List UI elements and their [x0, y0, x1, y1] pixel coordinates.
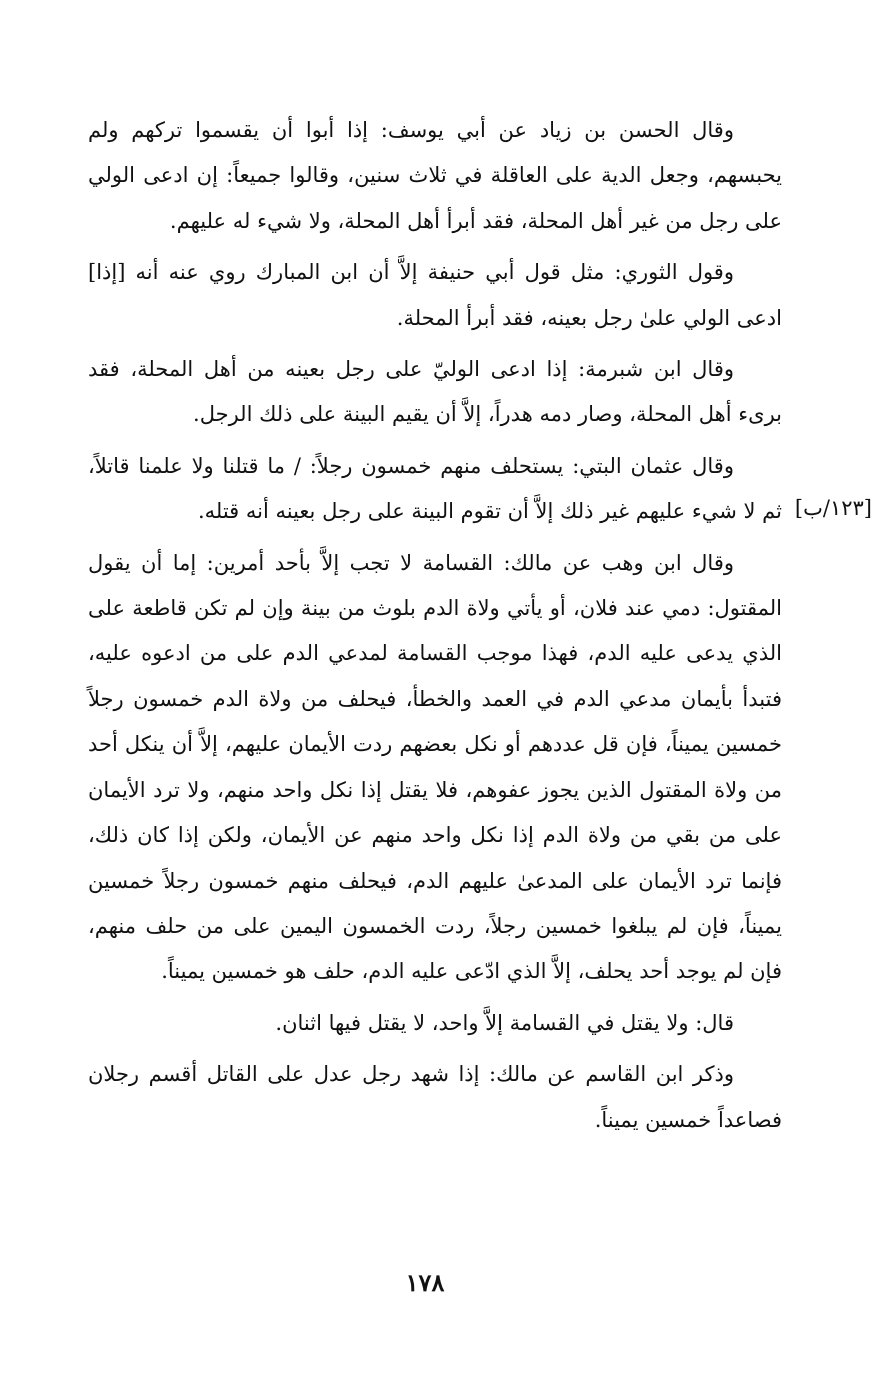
folio-marker: [١٢٣/ب] [794, 496, 872, 520]
paragraph-2: وقول الثوري: مثل قول أبي حنيفة إلاَّ أن ابن المبارك روي عنه أنه [إذا] ادعى الولي علىٰ رجل بعينه، فقد أبرأ المحلة. [88, 260, 782, 330]
paragraph-7: وذكر ابن القاسم عن مالك: إذا شهد رجل عدل على القاتل أقسم رجلان فصاعداً خمسين يميناً. [88, 1062, 782, 1132]
paragraph-1: وقال الحسن بن زياد عن أبي يوسف: إذا أبوا أن يقسموا تركهم ولم يحبسهم، وجعل الدية على العاقلة في ثلاث سنين، وقالوا جميعاً: إن ادعى الولي على رجل من غير أهل المحلة، فقد أبرأ أهل المحلة، ولا شيء له عليهم. [88, 118, 782, 233]
paragraph-6: قال: ولا يقتل في القسامة إلاَّ واحد، لا يقتل فيها اثنان. [275, 1010, 734, 1035]
paragraph-4: وقال عثمان البتي: يستحلف منهم خمسون رجلاً: / ما قتلنا ولا علمنا قاتلاً، ثم لا شيء عليهم غير ذلك إلاَّ أن تقوم البينة على رجل بعينه أنه قتله. [88, 453, 782, 524]
page-number: ١٧٨ [405, 1268, 445, 1297]
paragraph-5: وقال ابن وهب عن مالك: القسامة لا تجب إلاَّ بأحد أمرين: إما أن يقول المقتول: دمي عند فلان، أو يأتي ولاة الدم بلوث من بينة وإن لم تكن قاطعة على الذي يدعى عليه الدم، فهذا موجب القسامة لمدعي الدم على من ادعوه عليه، فتبدأ بأيمان مدعي الدم في العمد والخطأ، فيحلف من ولاة الدم خمسون رجلاً خمسين يميناً، فإن قل عددهم أو نكل بعضهم ردت الأيمان عليهم، إلاَّ أن ينكل أحد من ولاة المقتول الذين يجوز عفوهم، فلا يقتل إذا نكل واحد منهم، ولا ترد الأيمان على من بقي من ولاة الدم إذا نكل واحد منهم عن الأيمان، ولكن إذا كان ذلك، فإنما ترد الأيمان على المدعىٰ عليهم الدم، فيحلف منهم خمسون رجلاً خمسين يميناً، فإن لم يبلغوا خمسين رجلاً، ردت الخمسون اليمين على من حلف منهم، فإن لم يوجد أحد يحلف، إلاَّ الذي ادّعى عليه الدم، حلف هو خمسين يميناً. [88, 550, 782, 984]
paragraph-3: وقال ابن شبرمة: إذا ادعى الوليّ على رجل بعينه من أهل المحلة، فقد برىء أهل المحلة، وصار دمه هدراً، إلاَّ أن يقيم البينة على ذلك الرجل. [88, 357, 782, 427]
body-text [88, 108, 782, 1149]
